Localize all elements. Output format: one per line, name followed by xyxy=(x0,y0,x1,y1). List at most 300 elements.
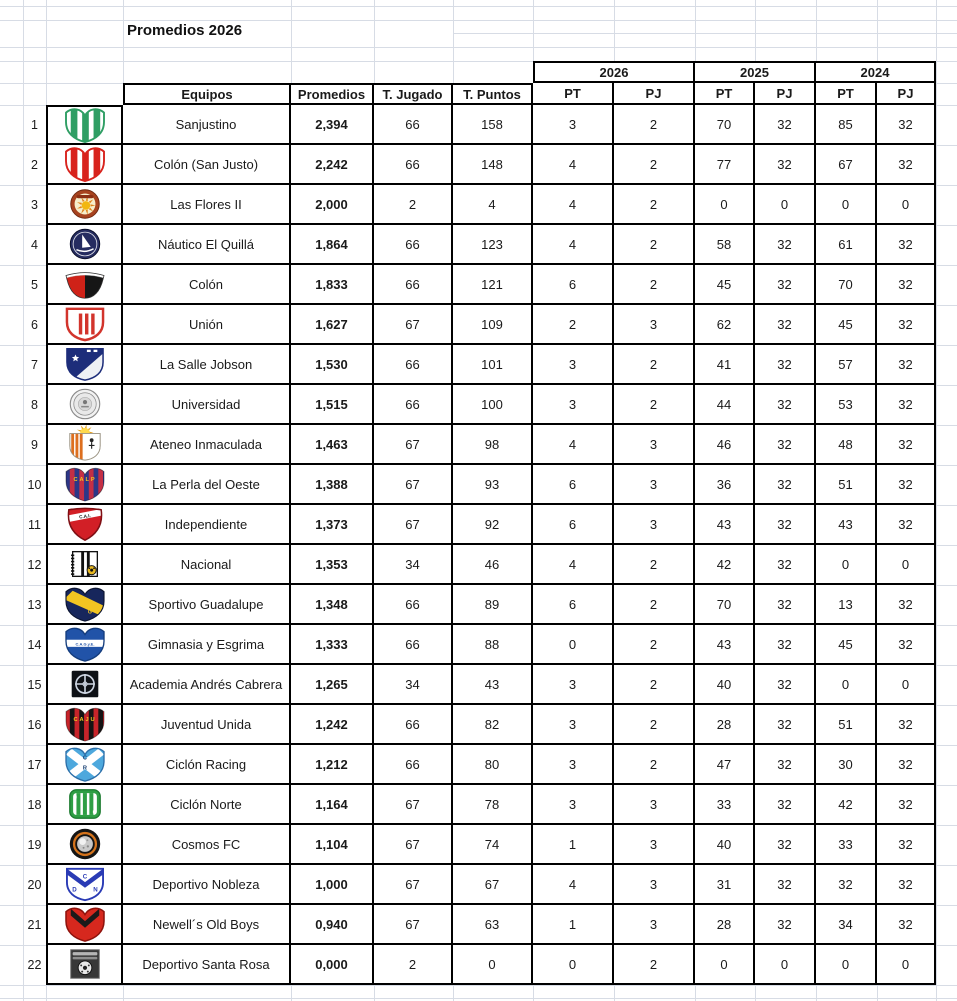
svg-text:C: C xyxy=(73,794,77,800)
pj-2024-cell: 0 xyxy=(877,945,936,985)
pt-2024-cell: 67 xyxy=(816,145,877,185)
total-jugado-cell: 66 xyxy=(374,705,453,745)
pt-2025-cell: 47 xyxy=(695,745,755,785)
team-name-cell: Ateneo Inmaculada xyxy=(123,425,291,465)
pt-2026-cell: 3 xyxy=(533,105,614,145)
position-label: 22 xyxy=(27,958,42,972)
promedio-cell: 1,000 xyxy=(291,865,374,905)
position-label: 19 xyxy=(27,838,42,852)
pj-2026-cell: 2 xyxy=(614,705,695,745)
team-name-cell: Ciclón Racing xyxy=(123,745,291,785)
position-label: 3 xyxy=(31,198,38,212)
total-jugado-cell: 67 xyxy=(374,905,453,945)
pt-2026-cell: 6 xyxy=(533,465,614,505)
svg-text:C: C xyxy=(82,873,87,881)
year-group-2026: 2026 xyxy=(533,61,695,83)
colon-san-justo-crest-icon xyxy=(62,145,108,183)
total-puntos-cell: 100 xyxy=(453,385,533,425)
promedio-cell: 1,864 xyxy=(291,225,374,265)
position-label: 15 xyxy=(27,678,42,692)
pj-2026-cell: 3 xyxy=(614,465,695,505)
total-jugado-cell: 66 xyxy=(374,105,453,145)
pj-2024-cell: 32 xyxy=(877,345,936,385)
pj-2024-cell: 32 xyxy=(877,905,936,945)
pt-2025-cell: 31 xyxy=(695,865,755,905)
pj-2026-cell: 2 xyxy=(614,225,695,265)
position-label: 14 xyxy=(27,638,42,652)
total-puntos-cell: 121 xyxy=(453,265,533,305)
independiente-crest-icon xyxy=(62,505,108,543)
pt-2025-cell: 45 xyxy=(695,265,755,305)
position-label: 18 xyxy=(27,798,42,812)
promedio-cell: 2,000 xyxy=(291,185,374,225)
column-header-pj26: PJ xyxy=(614,83,695,105)
team-name-cell: Náutico El Quillá xyxy=(123,225,291,265)
total-jugado-cell: 66 xyxy=(374,145,453,185)
total-jugado-cell: 66 xyxy=(374,625,453,665)
pt-2024-cell: 42 xyxy=(816,785,877,825)
sportivo-guadalupe-crest-icon xyxy=(62,585,108,623)
team-name-cell: Las Flores II xyxy=(123,185,291,225)
pj-2026-cell: 3 xyxy=(614,905,695,945)
pt-2024-cell: 0 xyxy=(816,945,877,985)
column-header-pun: T. Puntos xyxy=(453,83,533,105)
pt-2025-cell: 41 xyxy=(695,345,755,385)
total-puntos-cell: 78 xyxy=(453,785,533,825)
pt-2026-cell: 4 xyxy=(533,425,614,465)
team-crest-cell xyxy=(46,465,123,505)
pj-2024-cell: 32 xyxy=(877,745,936,785)
pt-2025-cell: 43 xyxy=(695,505,755,545)
total-jugado-cell: 34 xyxy=(374,545,453,585)
total-puntos-cell: 43 xyxy=(453,665,533,705)
position-label: 21 xyxy=(27,918,42,932)
team-crest-cell xyxy=(46,425,123,465)
pj-2025-cell: 32 xyxy=(755,385,816,425)
pt-2026-cell: 4 xyxy=(533,545,614,585)
promedio-cell: 0,000 xyxy=(291,945,374,985)
promedio-cell: 1,242 xyxy=(291,705,374,745)
promedio-cell: 1,104 xyxy=(291,825,374,865)
pt-2024-cell: 0 xyxy=(816,665,877,705)
pj-2024-cell: 32 xyxy=(877,145,936,185)
pj-2025-cell: 32 xyxy=(755,585,816,625)
pt-2024-cell: 48 xyxy=(816,425,877,465)
pj-2025-cell: 32 xyxy=(755,745,816,785)
promedio-cell: 1,627 xyxy=(291,305,374,345)
position-label: 1 xyxy=(31,118,38,132)
team-crest-cell xyxy=(46,105,123,145)
position-label: 4 xyxy=(31,238,38,252)
pj-2026-cell: 2 xyxy=(614,585,695,625)
pt-2025-cell: 44 xyxy=(695,385,755,425)
pt-2026-cell: 4 xyxy=(533,145,614,185)
team-name-cell: Unión xyxy=(123,305,291,345)
team-crest-cell xyxy=(46,705,123,745)
pt-2025-cell: 0 xyxy=(695,185,755,225)
pt-2025-cell: 40 xyxy=(695,665,755,705)
pj-2024-cell: 32 xyxy=(877,625,936,665)
promedio-cell: 1,388 xyxy=(291,465,374,505)
team-crest-cell xyxy=(46,825,123,865)
year-group-2025: 2025 xyxy=(695,61,816,83)
pj-2025-cell: 32 xyxy=(755,705,816,745)
pt-2025-cell: 28 xyxy=(695,705,755,745)
pt-2024-cell: 32 xyxy=(816,865,877,905)
team-crest-cell xyxy=(46,785,123,825)
pt-2024-cell: 51 xyxy=(816,705,877,745)
team-crest-cell xyxy=(46,585,123,625)
pt-2026-cell: 1 xyxy=(533,825,614,865)
pj-2024-cell: 32 xyxy=(877,705,936,745)
column-header-pj24: PJ xyxy=(877,83,936,105)
pj-2025-cell: 32 xyxy=(755,825,816,865)
pt-2024-cell: 13 xyxy=(816,585,877,625)
pj-2024-cell: 32 xyxy=(877,585,936,625)
pt-2024-cell: 33 xyxy=(816,825,877,865)
pt-2026-cell: 6 xyxy=(533,585,614,625)
promedio-cell: 1,265 xyxy=(291,665,374,705)
pj-2024-cell: 0 xyxy=(877,185,936,225)
column-header-pt24: PT xyxy=(816,83,877,105)
pt-2025-cell: 33 xyxy=(695,785,755,825)
team-crest-cell xyxy=(46,665,123,705)
team-crest-cell xyxy=(46,265,123,305)
academia-andres-cabrera-crest-icon xyxy=(62,665,108,703)
pj-2024-cell: 32 xyxy=(877,105,936,145)
total-puntos-cell: 80 xyxy=(453,745,533,785)
total-puntos-cell: 148 xyxy=(453,145,533,185)
la-perla-del-oeste-crest-icon xyxy=(62,465,108,503)
pt-2025-cell: 70 xyxy=(695,585,755,625)
total-jugado-cell: 66 xyxy=(374,385,453,425)
team-name-cell: Academia Andrés Cabrera xyxy=(123,665,291,705)
pj-2025-cell: 32 xyxy=(755,545,816,585)
total-puntos-cell: 109 xyxy=(453,305,533,345)
total-puntos-cell: 101 xyxy=(453,345,533,385)
promedio-cell: 1,353 xyxy=(291,545,374,585)
pt-2026-cell: 3 xyxy=(533,785,614,825)
cosmos-fc-crest-icon xyxy=(62,825,108,863)
pj-2025-cell: 0 xyxy=(755,945,816,985)
team-crest-cell xyxy=(46,185,123,225)
pj-2025-cell: 32 xyxy=(755,905,816,945)
total-puntos-cell: 4 xyxy=(453,185,533,225)
pt-2024-cell: 51 xyxy=(816,465,877,505)
pj-2024-cell: 0 xyxy=(877,545,936,585)
ateneo-inmaculada-crest-icon xyxy=(62,425,108,463)
pt-2026-cell: 4 xyxy=(533,185,614,225)
pj-2026-cell: 3 xyxy=(614,505,695,545)
pj-2026-cell: 2 xyxy=(614,945,695,985)
team-name-cell: Universidad xyxy=(123,385,291,425)
sheet-title: Promedios 2026 xyxy=(127,22,243,39)
juventud-unida-crest-icon xyxy=(62,705,108,743)
pj-2025-cell: 32 xyxy=(755,505,816,545)
position-label: 10 xyxy=(27,478,42,492)
team-crest-cell xyxy=(46,505,123,545)
team-crest-cell xyxy=(46,745,123,785)
team-name-cell: Newell´s Old Boys xyxy=(123,905,291,945)
pt-2026-cell: 3 xyxy=(533,665,614,705)
total-jugado-cell: 66 xyxy=(374,225,453,265)
nautico-el-quilla-crest-icon xyxy=(62,225,108,263)
pt-2024-cell: 0 xyxy=(816,545,877,585)
pj-2024-cell: 32 xyxy=(877,385,936,425)
pj-2026-cell: 2 xyxy=(614,345,695,385)
pt-2024-cell: 45 xyxy=(816,305,877,345)
pt-2026-cell: 3 xyxy=(533,705,614,745)
position-label: 9 xyxy=(31,438,38,452)
pt-2025-cell: 28 xyxy=(695,905,755,945)
svg-text:N: N xyxy=(92,809,96,815)
svg-text:C: C xyxy=(82,755,87,762)
team-name-cell: Gimnasia y Esgrima xyxy=(123,625,291,665)
promedio-cell: 1,333 xyxy=(291,625,374,665)
position-label: 5 xyxy=(31,278,38,292)
ciclon-racing-crest-icon xyxy=(62,745,108,783)
pt-2025-cell: 43 xyxy=(695,625,755,665)
team-name-cell: Ciclón Norte xyxy=(123,785,291,825)
total-jugado-cell: 66 xyxy=(374,265,453,305)
pj-2025-cell: 0 xyxy=(755,185,816,225)
pj-2026-cell: 2 xyxy=(614,145,695,185)
pj-2026-cell: 2 xyxy=(614,385,695,425)
la-salle-jobson-crest-icon xyxy=(62,345,108,383)
total-puntos-cell: 88 xyxy=(453,625,533,665)
pt-2024-cell: 30 xyxy=(816,745,877,785)
promedio-cell: 2,242 xyxy=(291,145,374,185)
promedio-cell: 1,463 xyxy=(291,425,374,465)
position-label: 20 xyxy=(27,878,42,892)
team-crest-cell xyxy=(46,145,123,185)
total-puntos-cell: 82 xyxy=(453,705,533,745)
svg-text:N: N xyxy=(92,886,98,894)
nacional-crest-icon xyxy=(62,545,108,583)
pj-2025-cell: 32 xyxy=(755,865,816,905)
pj-2026-cell: 3 xyxy=(614,825,695,865)
total-jugado-cell: 67 xyxy=(374,865,453,905)
svg-text:C.A.G.y.E.: C.A.G.y.E. xyxy=(75,641,94,647)
position-label: 6 xyxy=(31,318,38,332)
pj-2026-cell: 3 xyxy=(614,425,695,465)
team-name-cell: Sportivo Guadalupe xyxy=(123,585,291,625)
team-name-cell: Colón xyxy=(123,265,291,305)
pt-2025-cell: 36 xyxy=(695,465,755,505)
total-puntos-cell: 74 xyxy=(453,825,533,865)
total-puntos-cell: 46 xyxy=(453,545,533,585)
promedio-cell: 1,212 xyxy=(291,745,374,785)
pj-2025-cell: 32 xyxy=(755,425,816,465)
total-puntos-cell: 92 xyxy=(453,505,533,545)
promedio-cell: 1,164 xyxy=(291,785,374,825)
position-label: 8 xyxy=(31,398,38,412)
pj-2024-cell: 32 xyxy=(877,865,936,905)
svg-text:G: G xyxy=(87,609,92,616)
team-name-cell: Colón (San Justo) xyxy=(123,145,291,185)
total-jugado-cell: 67 xyxy=(374,425,453,465)
pt-2026-cell: 0 xyxy=(533,625,614,665)
pt-2024-cell: 57 xyxy=(816,345,877,385)
position-label: 16 xyxy=(27,718,42,732)
team-crest-cell xyxy=(46,545,123,585)
pj-2024-cell: 32 xyxy=(877,265,936,305)
pt-2025-cell: 40 xyxy=(695,825,755,865)
column-header-pj25: PJ xyxy=(755,83,816,105)
total-puntos-cell: 158 xyxy=(453,105,533,145)
colon-crest-icon xyxy=(62,265,108,303)
pt-2025-cell: 42 xyxy=(695,545,755,585)
team-crest-cell xyxy=(46,305,123,345)
position-label: 7 xyxy=(31,358,38,372)
total-puntos-cell: 67 xyxy=(453,865,533,905)
pt-2024-cell: 53 xyxy=(816,385,877,425)
total-jugado-cell: 66 xyxy=(374,745,453,785)
pj-2025-cell: 32 xyxy=(755,345,816,385)
pj-2026-cell: 3 xyxy=(614,785,695,825)
team-crest-cell xyxy=(46,625,123,665)
promedio-cell: 1,530 xyxy=(291,345,374,385)
svg-text:D: D xyxy=(71,886,77,894)
svg-text:Sp: Sp xyxy=(72,592,79,599)
column-header-jug: T. Jugado xyxy=(374,83,453,105)
ciclon-norte-crest-icon xyxy=(62,785,108,823)
pj-2024-cell: 32 xyxy=(877,505,936,545)
promedio-cell: 2,394 xyxy=(291,105,374,145)
pt-2026-cell: 3 xyxy=(533,385,614,425)
union-crest-icon xyxy=(62,305,108,343)
pj-2024-cell: 32 xyxy=(877,785,936,825)
pt-2026-cell: 0 xyxy=(533,945,614,985)
total-puntos-cell: 123 xyxy=(453,225,533,265)
team-name-cell: Deportivo Nobleza xyxy=(123,865,291,905)
deportivo-santa-rosa-crest-icon xyxy=(62,945,108,983)
total-jugado-cell: 67 xyxy=(374,825,453,865)
pj-2024-cell: 0 xyxy=(877,665,936,705)
universidad-crest-icon xyxy=(62,385,108,423)
pt-2026-cell: 6 xyxy=(533,505,614,545)
pt-2024-cell: 43 xyxy=(816,505,877,545)
deportivo-nobleza-crest-icon xyxy=(62,865,108,903)
pt-2024-cell: 70 xyxy=(816,265,877,305)
total-puntos-cell: 0 xyxy=(453,945,533,985)
total-jugado-cell: 66 xyxy=(374,345,453,385)
pj-2025-cell: 32 xyxy=(755,145,816,185)
pj-2024-cell: 32 xyxy=(877,825,936,865)
pj-2025-cell: 32 xyxy=(755,105,816,145)
total-jugado-cell: 66 xyxy=(374,585,453,625)
pj-2024-cell: 32 xyxy=(877,465,936,505)
pj-2024-cell: 32 xyxy=(877,305,936,345)
team-name-cell: Juventud Unida xyxy=(123,705,291,745)
pj-2026-cell: 3 xyxy=(614,865,695,905)
team-name-cell: Nacional xyxy=(123,545,291,585)
pj-2026-cell: 2 xyxy=(614,745,695,785)
total-puntos-cell: 98 xyxy=(453,425,533,465)
pt-2024-cell: 45 xyxy=(816,625,877,665)
pj-2025-cell: 32 xyxy=(755,465,816,505)
promedio-cell: 0,940 xyxy=(291,905,374,945)
pt-2025-cell: 70 xyxy=(695,105,755,145)
team-name-cell: La Salle Jobson xyxy=(123,345,291,385)
position-label: 17 xyxy=(27,758,42,772)
pt-2025-cell: 46 xyxy=(695,425,755,465)
position-label: 12 xyxy=(27,558,42,572)
team-crest-cell xyxy=(46,945,123,985)
position-label: 2 xyxy=(31,158,38,172)
promedio-cell: 1,348 xyxy=(291,585,374,625)
total-jugado-cell: 2 xyxy=(374,185,453,225)
pt-2026-cell: 2 xyxy=(533,305,614,345)
column-header-name: Equipos xyxy=(123,83,291,105)
pj-2026-cell: 2 xyxy=(614,665,695,705)
pj-2026-cell: 3 xyxy=(614,305,695,345)
team-crest-cell xyxy=(46,225,123,265)
total-jugado-cell: 67 xyxy=(374,305,453,345)
team-name-cell: La Perla del Oeste xyxy=(123,465,291,505)
total-jugado-cell: 67 xyxy=(374,465,453,505)
team-name-cell: Independiente xyxy=(123,505,291,545)
gimnasia-y-esgrima-crest-icon xyxy=(62,625,108,663)
total-jugado-cell: 2 xyxy=(374,945,453,985)
pj-2026-cell: 2 xyxy=(614,545,695,585)
total-puntos-cell: 89 xyxy=(453,585,533,625)
total-jugado-cell: 34 xyxy=(374,665,453,705)
team-crest-cell xyxy=(46,865,123,905)
year-group-2024: 2024 xyxy=(816,61,936,83)
pt-2024-cell: 34 xyxy=(816,905,877,945)
pt-2025-cell: 77 xyxy=(695,145,755,185)
pj-2024-cell: 32 xyxy=(877,225,936,265)
las-flores-ii-crest-icon xyxy=(62,185,108,223)
pj-2025-cell: 32 xyxy=(755,785,816,825)
total-jugado-cell: 67 xyxy=(374,505,453,545)
svg-text:C.A.I.: C.A.I. xyxy=(78,513,91,520)
newells-old-boys-crest-icon xyxy=(62,905,108,943)
position-label: 13 xyxy=(27,598,42,612)
team-crest-cell xyxy=(46,385,123,425)
svg-text:CALP: CALP xyxy=(72,477,97,484)
pt-2025-cell: 62 xyxy=(695,305,755,345)
pt-2026-cell: 4 xyxy=(533,225,614,265)
sanjustino-crest-icon xyxy=(62,106,108,144)
pt-2024-cell: 61 xyxy=(816,225,877,265)
pt-2026-cell: 3 xyxy=(533,745,614,785)
svg-text:CAJU: CAJU xyxy=(72,717,97,724)
pj-2026-cell: 2 xyxy=(614,625,695,665)
pt-2026-cell: 1 xyxy=(533,905,614,945)
team-name-cell: Cosmos FC xyxy=(123,825,291,865)
pj-2024-cell: 32 xyxy=(877,425,936,465)
promedio-cell: 1,833 xyxy=(291,265,374,305)
total-puntos-cell: 93 xyxy=(453,465,533,505)
pj-2026-cell: 2 xyxy=(614,265,695,305)
pj-2025-cell: 32 xyxy=(755,225,816,265)
pt-2026-cell: 4 xyxy=(533,865,614,905)
position-label: 11 xyxy=(28,518,41,532)
svg-text:R: R xyxy=(82,765,87,772)
team-crest-cell xyxy=(46,905,123,945)
pj-2025-cell: 32 xyxy=(755,665,816,705)
team-name-cell: Sanjustino xyxy=(123,105,291,145)
total-puntos-cell: 63 xyxy=(453,905,533,945)
pt-2026-cell: 6 xyxy=(533,265,614,305)
team-name-cell: Deportivo Santa Rosa xyxy=(123,945,291,985)
pt-2024-cell: 0 xyxy=(816,185,877,225)
column-header-prom: Promedios xyxy=(291,83,374,105)
pt-2025-cell: 58 xyxy=(695,225,755,265)
pj-2025-cell: 32 xyxy=(755,265,816,305)
